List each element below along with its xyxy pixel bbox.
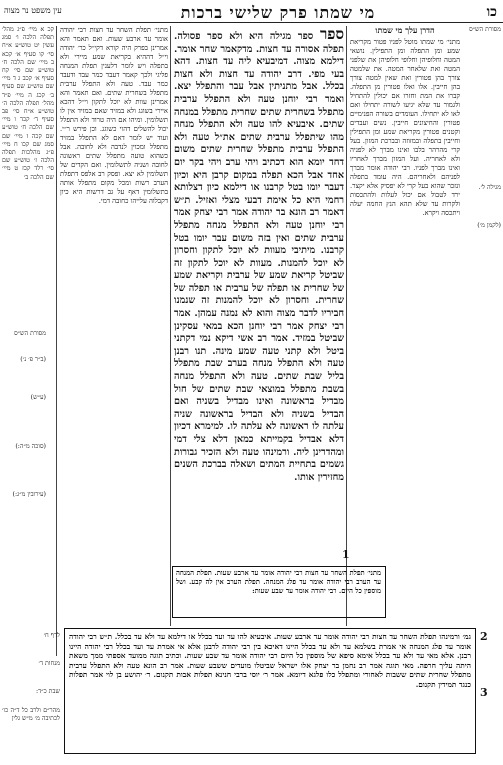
bottom-ref-2: מנחות ד׳ — [38, 660, 60, 668]
masoret-ref-2: (ב״ר פ׳ נ׳) — [20, 356, 46, 364]
bottom-left-refs — [2, 632, 60, 752]
header-margin-note: עין משפט נר מצוה — [4, 6, 62, 15]
masoret-ref-5: (עירובין מ״ג:) — [12, 490, 46, 498]
bottom-ref-1: לדף ח׳ — [43, 632, 60, 639]
center-label-sefer: ספר — [319, 26, 344, 43]
divider — [170, 26, 171, 626]
bottom-gemara-text: גמ׳ ורמינהו תפלת השחר עד חצות רבי יהודה אומר עד ארבע שעות. איבעיא להו עד ועד בכלל או דילמא עד ולא עד בכלל. ת״ש רבי יהודה אומר עד פלג המנחה אי אמרת בשלמא עד ולא עד בכלל היינו דאיכא בין רבי יהודה לרבנן אלא אי אמרת עד ועד בכלל רבי יהודה היינו רבנן. אלא מאי עד ולא עד בכלל אימא סיפא של מוספין כל היום רבי יהודה אומר עד שבע שעות. וכתיב תוגה ממועד אספתי ממך משאת היתה עליך חרפה. מאי תוגה אמר רב נחמן בר יצחק אלו ישראל שביטלו מועדים ששבע שעות. אמר רב הונא טעה ולא התפלל ערבית מתפלל שחרית שתים ששבות לאחורי ומתפלל כלו פלגא דיומא. אמר ר׳ יוסי ברבי חנינא תפלות אבות תקנום. ר׳ יהושע בן לוי אמר תפלות כנגד תמידין תקנום. — [69, 632, 471, 689]
left-margin-ein-mishpat — [2, 26, 54, 326]
right-ref-3: (לקמן מ׳) — [477, 222, 501, 230]
bottom-gemara-box — [64, 628, 476, 754]
footer-note: מהר״ם ולרב כל ד״ה כו׳ לכתיבה מ׳ מ״ש גלין — [2, 706, 60, 722]
rashi-column — [350, 26, 460, 626]
masoret-ref-1: מסורת הש״ס — [14, 330, 46, 337]
marker-number: 2 — [480, 630, 488, 643]
mishna-text: מתני׳ תפלת השחר עד חצות רבי יהודה אומר עד ארבע שעות. תפלת המנחה עד הערב רבי יהודה אומר עד פלג המנחה. תפלת הערב אין לה קבע. ושל מוספין כל היום. רבי יהודה אומר עד שבע שעות: — [176, 569, 381, 595]
gemara-text: ספר מגילה היא ולא ספר פסולה. תפלה אסורה עד חצות. מדקאמר שחר אומר. דילמא מצוה. דמיבעיא ליה עד חצות. דהא בעי מפי. דרב יהודה עד חצות ולא חצות בכלל. אבל מתניתין אבל עבר והתפלל יצא. ואמר רבי יוחנן טעה ולא התפלל ערבית מתפלל בשחרית שתים שחרית מתפלל במנחה שתים. איבעיא להו טעה ולא התפלל מנחה מהו שיתפלל ערבית שתים את״ל טעה ולא התפלל ערבית מתפלל שחרית שתים משום דחד יומא הוא דכתיב ויהי ערב ויהי בקר יום אחד אבל הכא תפלה במקום קרבן היא וכיון דעבר יומו בטל קרבנו או דילמא כיון דצלותא רחמי היא כל אימת דבעי מצלי ואזיל. ת״ש דאמר רב הונא בר יהודה אמר רבי יצחק אמר רבי יוחנן טעה ולא התפלל מנחה מתפלל ערבית שתים ואין בזה משום עבר יומו בטל קרבנו. מיתיבי מעוות לא יוכל לתקון וחסרון לא יוכל להמנות. מעוות לא יוכל לתקון זה שביטל קריאת שמע של ערבית וקריאת שמע של שחרית או תפלה של ערבית או תפלה של שחרית. וחסרון לא יוכל להמנות זה שנמנו חביריו לדבר מצוה והוא לא נמנה עמהן. אמר רבי יצחק אמר רבי יוחנן הכא במאי עסקינן שביטל במזיד. אמר רב אשי דיקא נמי דקתני ביטל ולא קתני טעה שמע מינה. תנו רבנן טעה ולא התפלל מנחה בערב שבת מתפלל בליל שבת שתים. טעה ולא התפלל מנחה בשבת מתפלל במוצאי שבת שתים של חול מבדיל בראשונה ואינו מבדיל בשניה ואם הבדיל בשניה ולא הבדיל בראשונה שניה עלתה לו ראשונה לא עלתה לו. למימרא דכיון דלא אבדיל בקמייתא כמאן דלא צלי דמי ומהדרינן ליה. ורמינהו טעה ולא הזכיר גבורות גשמים בתחיית המתים ושאלה בברכת השנים מחזירין אותו. — [174, 31, 344, 483]
bottom-ref-3: שבת כ״ד: — [36, 688, 60, 696]
page-title: מי שמתו פרק שלישי ברכות — [180, 3, 376, 22]
left-margin-masoret — [2, 330, 46, 630]
folio-number: כו — [486, 4, 497, 20]
marker-number: 1 — [342, 548, 350, 561]
divider — [56, 26, 57, 656]
mishna-box — [172, 566, 386, 618]
page-header — [0, 2, 503, 23]
tosafot-column — [60, 26, 168, 656]
chapter-end-heading: הדרן עלך מי שמתו — [375, 26, 435, 35]
masoret-ref-3: (ע״ש) — [30, 394, 46, 402]
right-ref-1: מסורת הש״ס — [469, 26, 501, 33]
tosafot-text: מתני׳ תפלת השחר עד חצות רבי יהודה אומר עד ארבע שעות. ואם תאמר והא אמרינן בפרק היה קורא דקי״ל כר׳ יהודה וי״ל דההיא בקריאת שמע מיירי ולא בתפלה ויש לומר דלענין תפלת המנחה פליגי ולכך קאמר דעבד כמר עבד ודעבד כמר עבד. טעה ולא התפלל ערבית מתפלל בשחרית שתים. ואם תאמר והא אמרינן עוות לא יוכל לתקון וי״ל דהכא איירי בשוגג ולא במזיד שאם במזיד אין לו תשלומין. ומיהו אם היה טרוד ולא התפלל יכול להשלים דהוי כשוגג. וכן פירש ר״י. ועוד יש לומר דאם לא התפלל במזיד מתפלל ומכוין לנדבה ולא לחובה. אבל כשהוא טועה מתפלל שתים ראשונה לחובה ושניה לתשלומין. ואם הקדים של תשלומין לא יצא. ופסק רב אלפס דתפלת הערב רשות ומכל מקום מתפלל אותה בתשלומין דאף על גב דרשות היא כיון דקבלוה עלייהו כחובה דמי. — [60, 26, 168, 205]
ein-mishpat-text: קכ א מיי׳ פ״ג מהל׳ תפלה הלכה ו׳ סמג עשין יט טוש״ע א״ח סי׳ קו סעיף א׳ קכא ב מיי׳ שם הלכה ח׳ טוש״ע שם סי׳ קח סעיף א׳ קכב ג ד מיי׳ שם טוש״ע שם סעיף ב׳ קכג ה מיי׳ פ״ד מהל׳ תפלה הלכה ה׳ טוש״ע א״ח סי׳ פב סעיף ד׳ קכד ו מיי׳ שם הלכה ח׳ טוש״ע שם קכה ז מיי׳ שם סמג שם קכו ח מיי׳ פ״ג מהלכות תפלה הלכה ז׳ טוש״ע שם סי׳ רלד קכז ט מיי׳ שם הלכה ב׳ — [2, 26, 54, 181]
divider — [346, 26, 347, 626]
right-ref-2: מגילה ל׳. — [478, 184, 501, 192]
right-margin-refs — [463, 26, 501, 626]
masoret-ref-4: (סוכה מ״ה:) — [15, 442, 46, 450]
gemara-column — [174, 26, 344, 626]
rashi-text: מתני׳ מי שמתו מוטל לפניו פטור מקריאת שמע ומן התפלה ומן התפילין. נושאי המטה וחלופיהן וחלופי חלופיהן את שלפני המטה ואת שלאחר המטה. את שלמטה צורך בהן פטורין ואת שאין למטה צורך בהן חייבין. אלו ואלו פטורין מן התפלה. קברו את המת וחזרו אם יכולין להתחיל ולגמור עד שלא יגיעו לשורה יתחילו ואם לאו לא יתחילו. העומדים בשורה הפנימיים פטורין והחיצונים חייבין. נשים ועבדים וקטנים פטורין מקריאת שמע ומן התפילין וחייבין בתפלה ובמזוזה ובברכת המזון. בעל קרי מהרהר בלבו ואינו מברך לא לפניה ולא לאחריה. ועל המזון מברך לאחריו ואינו מברך לפניו. רבי יהודה אומר מברך לפניהם ולאחריהם. היה עומד בתפלה ונזכר שהוא בעל קרי לא יפסיק אלא יקצר. ירד לטבול אם יכול לעלות ולהתכסות ולקרות עד שלא תהא הנץ החמה יעלה ויתכסה ויקרא. — [350, 38, 460, 217]
marker-number: 3 — [480, 686, 488, 699]
